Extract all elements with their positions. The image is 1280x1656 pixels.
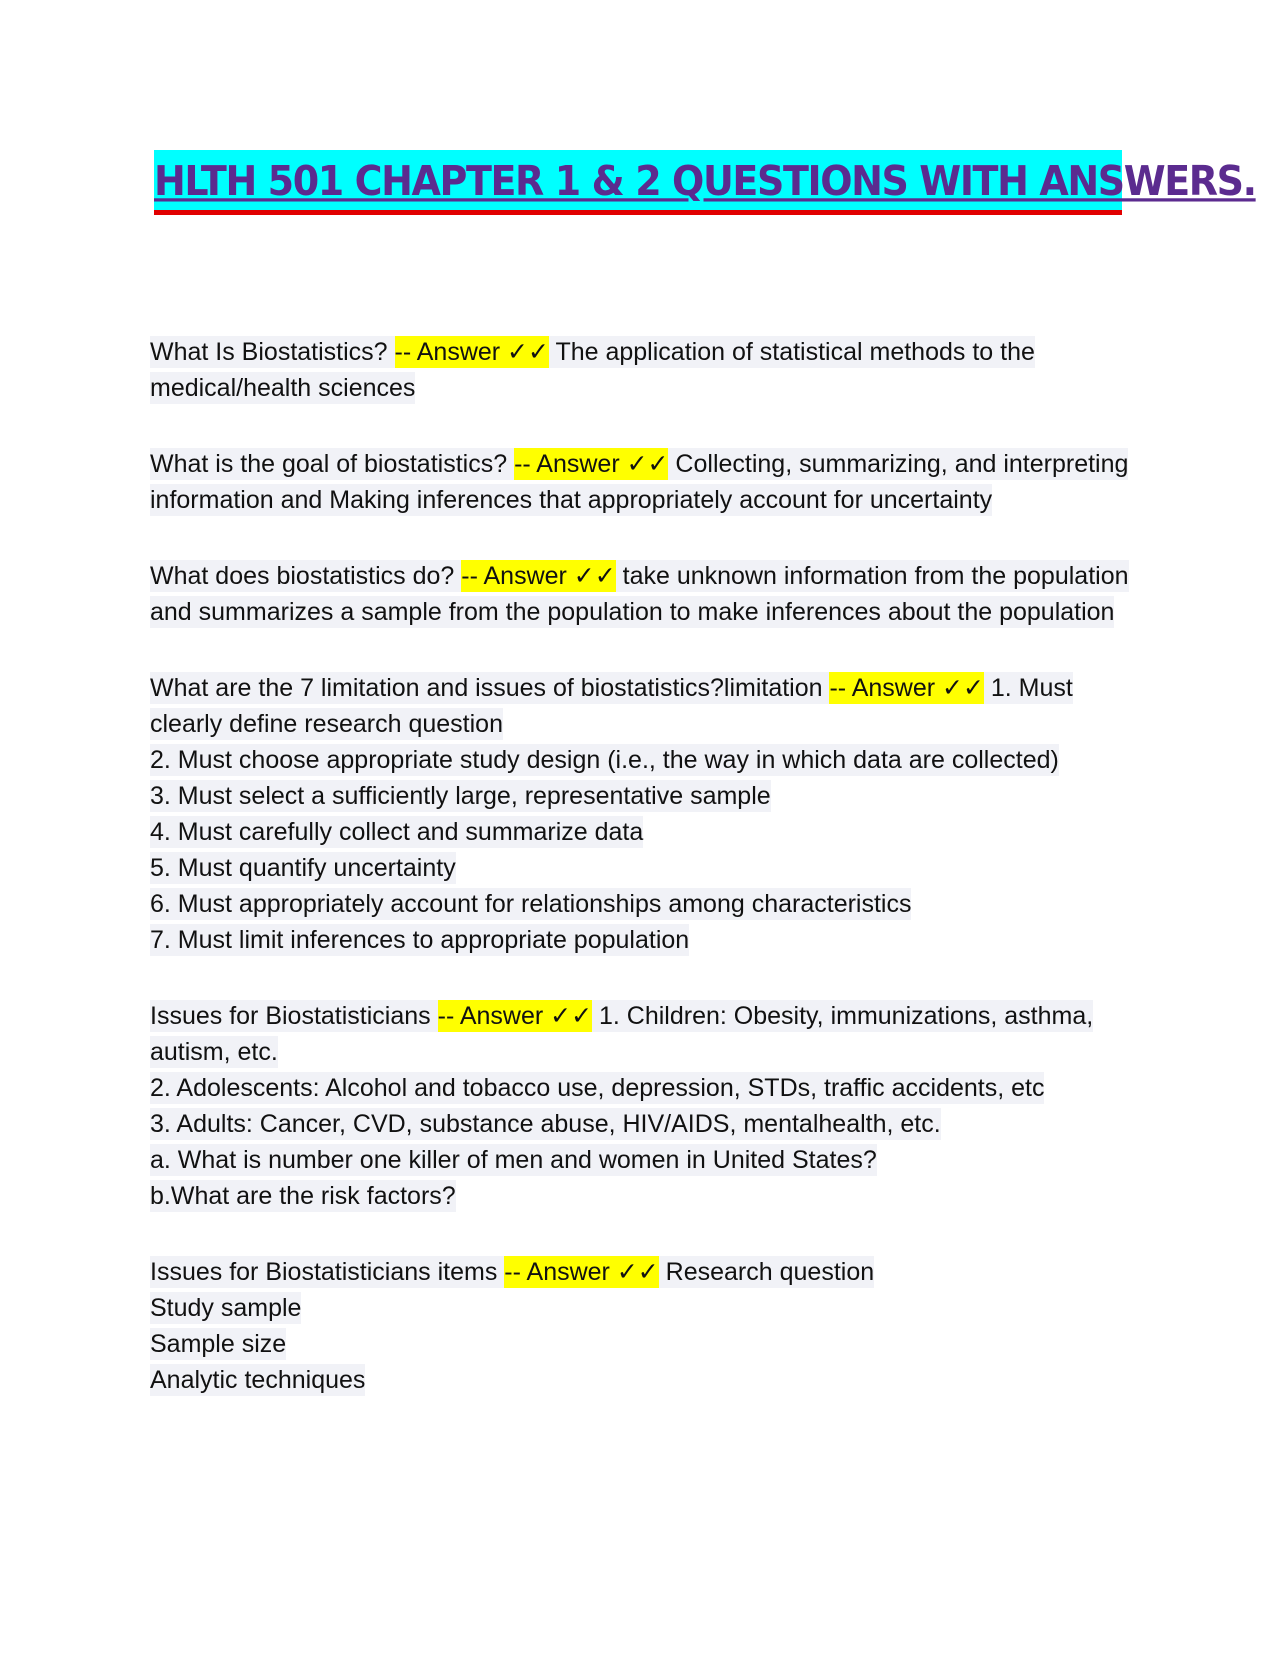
list-item: a. What is number one killer of men and women in United States? [150, 1146, 877, 1174]
answer-text: Research question [658, 1258, 875, 1286]
qa-paragraph [150, 998, 1140, 1070]
list-item: 4. Must carefully collect and summarize data [150, 818, 644, 846]
question-text: What Is Biostatistics? [150, 338, 395, 366]
list-item: 3. Must select a sufficiently large, representative sample [150, 782, 771, 810]
title-red-rule [154, 210, 1122, 215]
title-banner [154, 150, 1256, 214]
list-item: Sample size [150, 1330, 287, 1358]
list-item: 2. Must choose appropriate study design (i.e., the way in which data are collected) [150, 746, 1059, 774]
answer-marker: -- Answer ✓✓ [461, 562, 616, 590]
question-text: What are the 7 limitation and issues of biostatistics?limitation [150, 674, 830, 702]
list-item: 2. Adolescents: Alcohol and tobacco use, depression, STDs, traffic accidents, etc [150, 1074, 1045, 1102]
answer-marker: -- Answer ✓✓ [437, 1002, 593, 1030]
page-title: HLTH 501 CHAPTER 1 & 2 QUESTIONS WITH ANSWERS. [154, 157, 1256, 205]
list-item: Study sample [150, 1294, 302, 1322]
list-item: 5. Must quantify uncertainty [150, 854, 456, 882]
answer-text: Collecting, summarizing, and interpreting information and Making inferences that appropriately account for uncertainty [150, 450, 1129, 514]
answer-marker: -- Answer ✓✓ [504, 1258, 659, 1286]
qa-item [150, 558, 1140, 630]
answer-text: The application of statistical methods to the medical/health sciences [150, 338, 1035, 402]
qa-paragraph [150, 1254, 1140, 1290]
qa-item [150, 1254, 1140, 1398]
question-text: Issues for Biostatisticians items [150, 1258, 505, 1286]
qa-item [150, 446, 1140, 518]
answer-text: take unknown information from the population and summarizes a sample from the population to make inferences about the population [150, 562, 1129, 626]
question-text: What is the goal of biostatistics? [150, 450, 515, 478]
answer-marker: -- Answer ✓✓ [394, 338, 549, 366]
answer-marker: -- Answer ✓✓ [514, 450, 669, 478]
qa-paragraph [150, 670, 1140, 742]
list-item: b.What are the risk factors? [150, 1182, 456, 1210]
qa-content [150, 334, 1140, 1438]
list-item: Analytic techniques [150, 1366, 366, 1394]
question-text: What does biostatistics do? [150, 562, 462, 590]
qa-paragraph [150, 558, 1140, 630]
answer-text: 1. Must clearly define research question [150, 674, 1073, 738]
qa-item [150, 334, 1140, 406]
qa-item [150, 998, 1140, 1214]
list-item: 3. Adults: Cancer, CVD, substance abuse, HIV/AIDS, mentalhealth, etc. [150, 1110, 941, 1138]
qa-paragraph [150, 334, 1140, 406]
list-item: 7. Must limit inferences to appropriate population [150, 926, 690, 954]
answer-marker: -- Answer ✓✓ [829, 674, 984, 702]
answer-text: 1. Children: Obesity, immunizations, asthma, autism, etc. [150, 1002, 1094, 1066]
question-text: Issues for Biostatisticians [150, 1002, 438, 1030]
qa-paragraph [150, 446, 1140, 518]
qa-item [150, 670, 1140, 958]
list-item: 6. Must appropriately account for relationships among characteristics [150, 890, 912, 918]
